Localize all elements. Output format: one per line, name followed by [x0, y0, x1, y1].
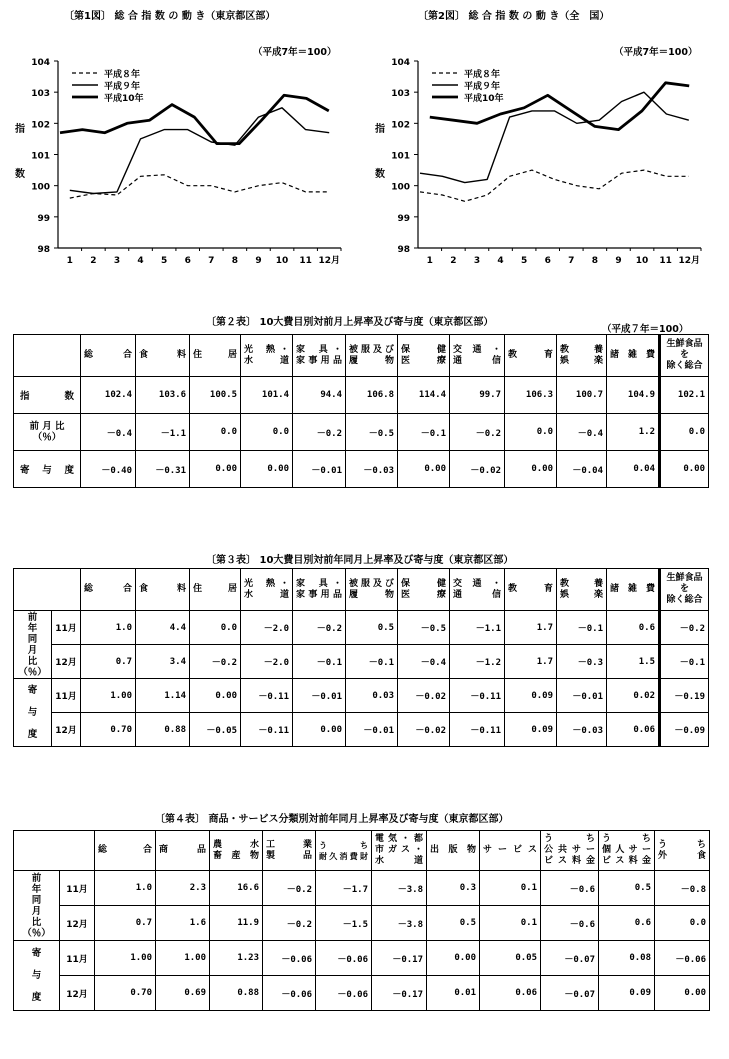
table-cell: －0.6	[541, 871, 599, 906]
x-tick-label: 4	[497, 256, 504, 266]
row-month: 11月	[60, 871, 95, 906]
table-cell: 0.00	[505, 451, 557, 488]
table-cell: －0.17	[372, 976, 427, 1011]
table-cell: －0.1	[557, 611, 607, 645]
x-tick-label: 2	[90, 256, 97, 266]
table-cell: 0.00	[293, 713, 346, 747]
table-cell: 0.1	[480, 871, 541, 906]
table-cell: 0.00	[398, 451, 450, 488]
column-header: 被服及び 履 物	[346, 335, 398, 377]
legend-entry-2: 平成９年	[464, 82, 501, 92]
y-tick-label: 101	[391, 151, 410, 162]
table-cell: 0.00	[190, 679, 241, 713]
table-cell: 0.7	[95, 906, 156, 941]
table-cell: 0.0	[190, 611, 241, 645]
table-corner	[14, 335, 81, 377]
table-cell: －2.0	[241, 645, 293, 679]
x-tick-label: 8	[231, 256, 239, 266]
table-cell: 16.6	[210, 871, 263, 906]
t2-title: 〔第２表〕 10大費目別対前月上昇率及び寄与度（東京都区部）	[206, 317, 494, 328]
x-tick-label: 8	[591, 256, 599, 266]
table-cell: 1.00	[81, 679, 136, 713]
table-cell: 0.09	[599, 976, 655, 1011]
table-cell: 4.4	[136, 611, 190, 645]
table-cell: －0.31	[136, 451, 190, 488]
table-cell: －0.1	[398, 414, 450, 451]
y-tick-label: 98	[397, 245, 410, 255]
x-tick-label: 7	[208, 256, 215, 266]
table-cell: －0.1	[293, 645, 346, 679]
table-cell: －0.8	[655, 871, 710, 906]
table-cell: －0.11	[241, 679, 293, 713]
column-header: 保 健 医 療	[398, 335, 450, 377]
table-cell: 0.00	[190, 451, 241, 488]
column-header: うち 公共サー ビス料金	[541, 831, 599, 871]
table-cell: 0.08	[599, 941, 655, 976]
table-cell: 0.70	[95, 976, 156, 1011]
column-header: うち 個人サー ビス料金	[599, 831, 655, 871]
table-cell: 1.00	[95, 941, 156, 976]
legend-entry-3: 平成10年	[104, 94, 144, 104]
x-tick-label: 6	[184, 256, 191, 266]
table-cell: 0.00	[655, 976, 710, 1011]
table-cell: 0.06	[607, 713, 660, 747]
x-tick-label: 3	[113, 256, 121, 266]
table-cell: 101.4	[241, 377, 293, 414]
column-header: 電気・都 市ガス・ 水 道	[372, 831, 427, 871]
legend-entry-2: 平成９年	[104, 82, 141, 92]
table-cell: 0.5	[427, 906, 480, 941]
row-month: 11月	[60, 941, 95, 976]
table-cell: －0.11	[241, 713, 293, 747]
table-cell: －0.2	[660, 611, 709, 645]
row-month: 11月	[52, 611, 81, 645]
table-cell: 100.5	[190, 377, 241, 414]
row-group-label: 前 年 同 月 比 （％）	[14, 871, 60, 941]
y-tick-label: 102	[31, 120, 50, 131]
x-tick-label: 7	[568, 256, 575, 266]
column-header: 教 養 娯 楽	[557, 335, 607, 377]
x-tick-label: 10	[635, 256, 649, 266]
table-cell: 0.00	[660, 451, 709, 488]
column-header: 教 養 娯 楽	[557, 569, 607, 611]
row-month: 12月	[60, 906, 95, 941]
x-tick-label: 5	[160, 256, 168, 266]
x-tick-label: 6	[544, 256, 551, 266]
x-tick-label: 11	[659, 256, 672, 266]
table-cell: －0.2	[263, 871, 316, 906]
x-tick-label: 2	[450, 256, 457, 266]
column-header: 交通・ 通 信	[450, 569, 505, 611]
table-cell: －0.11	[450, 679, 505, 713]
table-cell: －0.2	[450, 414, 505, 451]
column-header: 総 合	[95, 831, 156, 871]
column-header: 食 料	[136, 335, 190, 377]
table-cell: 0.5	[346, 611, 398, 645]
y-tick-label: 101	[31, 151, 50, 162]
t2-unit: （平成７年＝100）	[602, 324, 689, 335]
table-cell: －0.3	[557, 645, 607, 679]
table-cell: －1.1	[136, 414, 190, 451]
legend-entry-1: 平成８年	[104, 70, 141, 80]
y-axis-label: 数	[375, 168, 385, 180]
table-cell: 1.5	[607, 645, 660, 679]
table-cell: 0.02	[607, 679, 660, 713]
x-tick-label: 3	[473, 256, 481, 266]
table-cell: －0.19	[660, 679, 709, 713]
table-cell: 106.3	[505, 377, 557, 414]
column-header: 光 熱・ 水 道	[241, 335, 293, 377]
table-cell: －0.02	[450, 451, 505, 488]
table-cell: －0.01	[293, 679, 346, 713]
table-cell: －0.5	[398, 611, 450, 645]
table-2	[13, 334, 709, 488]
x-tick-label: 12月	[318, 256, 340, 266]
row-month: 12月	[60, 976, 95, 1011]
chart1-figure	[0, 50, 355, 270]
series-line-3	[60, 95, 329, 143]
table-cell: －3.8	[372, 906, 427, 941]
column-header: 工 業 製 品	[263, 831, 316, 871]
table-cell: －0.09	[660, 713, 709, 747]
table-corner	[14, 831, 95, 871]
table-cell: 3.4	[136, 645, 190, 679]
table-cell: 0.1	[480, 906, 541, 941]
table-cell: －0.06	[316, 941, 372, 976]
table-cell: －1.1	[450, 611, 505, 645]
column-header: 商 品	[156, 831, 210, 871]
x-tick-label: 1	[66, 256, 73, 266]
table-cell: 94.4	[293, 377, 346, 414]
table-cell: 0.5	[599, 871, 655, 906]
table-cell: 0.05	[480, 941, 541, 976]
table-cell: －0.05	[190, 713, 241, 747]
row-month: 12月	[52, 645, 81, 679]
series-line-2	[420, 92, 689, 182]
y-axis-label: 数	[15, 168, 25, 180]
row-group-label: 前 年 同 月 比 （％）	[14, 611, 52, 679]
table-cell: 0.09	[505, 713, 557, 747]
chart2-unit: （平成7年＝100）	[614, 47, 698, 58]
series-line-1	[420, 170, 689, 201]
chart1-unit: （平成7年＝100）	[253, 47, 337, 58]
x-tick-label: 5	[520, 256, 528, 266]
y-axis-label: 指	[375, 124, 385, 136]
column-header: 諸雑費	[607, 335, 660, 377]
table-cell: －0.07	[541, 976, 599, 1011]
y-tick-label: 98	[37, 245, 50, 255]
y-tick-label: 104	[391, 58, 410, 68]
table-cell: －0.2	[293, 414, 346, 451]
table-cell: 0.0	[655, 906, 710, 941]
table-cell: 1.6	[156, 906, 210, 941]
table-cell: －0.01	[293, 451, 346, 488]
legend-entry-3: 平成10年	[464, 94, 504, 104]
table-cell: －0.11	[450, 713, 505, 747]
table-cell: －0.02	[398, 679, 450, 713]
y-tick-label: 102	[391, 120, 410, 131]
table-cell: －0.17	[372, 941, 427, 976]
table-cell: 103.6	[136, 377, 190, 414]
column-header: 生鮮食品 を 除く総合	[660, 569, 709, 611]
column-header: 家 具・ 家事用品	[293, 335, 346, 377]
column-header: 総 合	[81, 335, 136, 377]
column-header: 農 水 畜 産 物	[210, 831, 263, 871]
table-cell: －1.7	[316, 871, 372, 906]
table-cell: 1.00	[156, 941, 210, 976]
table-cell: －0.40	[81, 451, 136, 488]
table-cell: －0.06	[655, 941, 710, 976]
table-cell: 0.88	[210, 976, 263, 1011]
x-tick-label: 12月	[678, 256, 700, 266]
table-cell: 0.6	[599, 906, 655, 941]
column-header: うち 外 食	[655, 831, 710, 871]
column-header: うち 耐久消費財	[316, 831, 372, 871]
row-group-label: 寄 与 度	[14, 941, 60, 1011]
x-tick-label: 1	[426, 256, 433, 266]
table-cell: 114.4	[398, 377, 450, 414]
column-header: 被服及び 履 物	[346, 569, 398, 611]
x-tick-label: 4	[137, 256, 144, 266]
row-month: 12月	[52, 713, 81, 747]
table-cell: 102.1	[660, 377, 709, 414]
table-cell: －0.01	[557, 679, 607, 713]
column-header: 家 具・ 家事用品	[293, 569, 346, 611]
column-header: 生鮮食品 を 除く総合	[660, 335, 709, 377]
table-4	[13, 830, 710, 1011]
table-corner	[14, 569, 81, 611]
row-group-label: 寄 与 度	[14, 679, 52, 747]
table-cell: 1.7	[505, 611, 557, 645]
table-cell: 0.03	[346, 679, 398, 713]
table-cell: 0.3	[427, 871, 480, 906]
table-cell: －0.2	[190, 645, 241, 679]
column-header: 交通・ 通 信	[450, 335, 505, 377]
column-header: 教 育	[505, 569, 557, 611]
chart1-title: 〔第1図〕 総 合 指 数 の 動 き（東京都区部）	[64, 11, 276, 22]
y-tick-label: 100	[391, 182, 410, 193]
row-header: 指 数	[14, 377, 81, 414]
table-cell: 0.09	[505, 679, 557, 713]
chart2-title: 〔第2図〕 総 合 指 数 の 動 き（全 国）	[418, 11, 610, 22]
table-cell: 0.0	[660, 414, 709, 451]
table-cell: 1.0	[95, 871, 156, 906]
table-cell: 99.7	[450, 377, 505, 414]
table-cell: －0.2	[293, 611, 346, 645]
table-cell: －0.1	[660, 645, 709, 679]
series-line-1	[70, 175, 329, 198]
column-header: 出 版 物	[427, 831, 480, 871]
table-cell: －0.06	[263, 941, 316, 976]
column-header: 諸雑費	[607, 569, 660, 611]
table-cell: －0.2	[263, 906, 316, 941]
chart2-figure	[360, 50, 715, 270]
column-header: 総 合	[81, 569, 136, 611]
column-header: 教 育	[505, 335, 557, 377]
x-tick-label: 9	[255, 256, 262, 266]
table-cell: －0.4	[81, 414, 136, 451]
column-header: 光 熱・ 水 道	[241, 569, 293, 611]
table-cell: －0.6	[541, 906, 599, 941]
series-line-2	[70, 108, 329, 194]
x-tick-label: 9	[615, 256, 622, 266]
table-cell: －0.03	[346, 451, 398, 488]
table-cell: －0.4	[557, 414, 607, 451]
y-tick-label: 103	[31, 89, 50, 100]
table-cell: －0.06	[263, 976, 316, 1011]
table-cell: 1.2	[607, 414, 660, 451]
table-cell: 0.6	[607, 611, 660, 645]
table-cell: －3.8	[372, 871, 427, 906]
row-header: 寄 与 度	[14, 451, 81, 488]
table-cell: －0.06	[316, 976, 372, 1011]
table-cell: 100.7	[557, 377, 607, 414]
y-tick-label: 99	[397, 213, 410, 224]
table-cell: －0.4	[398, 645, 450, 679]
column-header: 保 健 医 療	[398, 569, 450, 611]
table-cell: 0.01	[427, 976, 480, 1011]
table-cell: 0.06	[480, 976, 541, 1011]
table-cell: 0.04	[607, 451, 660, 488]
y-axis-label: 指	[15, 124, 25, 136]
column-header: 住 居	[190, 569, 241, 611]
x-tick-label: 10	[275, 256, 289, 266]
table-cell: 1.14	[136, 679, 190, 713]
column-header: 食 料	[136, 569, 190, 611]
table-cell: 0.0	[505, 414, 557, 451]
table-cell: 0.00	[241, 451, 293, 488]
table-cell: 106.8	[346, 377, 398, 414]
table-cell: 104.9	[607, 377, 660, 414]
table-cell: 0.0	[190, 414, 241, 451]
row-month: 11月	[52, 679, 81, 713]
table-cell: 1.7	[505, 645, 557, 679]
legend-entry-1: 平成８年	[464, 70, 501, 80]
y-tick-label: 104	[31, 58, 50, 68]
y-tick-label: 103	[391, 89, 410, 100]
column-header: 住 居	[190, 335, 241, 377]
t4-title: 〔第４表〕 商品・サービス分類別対前年同月上昇率及び寄与度（東京都区部）	[155, 814, 509, 825]
table-cell: 1.23	[210, 941, 263, 976]
column-header: サービス	[480, 831, 541, 871]
table-cell: －0.07	[541, 941, 599, 976]
table-cell: －1.2	[450, 645, 505, 679]
table-cell: 0.70	[81, 713, 136, 747]
row-header: 前 月 比 （％）	[14, 414, 81, 451]
t3-title: 〔第３表〕 10大費目別対前年同月上昇率及び寄与度（東京都区部）	[206, 555, 514, 566]
table-cell: －0.5	[346, 414, 398, 451]
table-cell: 1.0	[81, 611, 136, 645]
table-cell: 102.4	[81, 377, 136, 414]
table-cell: 2.3	[156, 871, 210, 906]
table-cell: 11.9	[210, 906, 263, 941]
table-cell: 0.0	[241, 414, 293, 451]
table-cell: 0.00	[427, 941, 480, 976]
table-3	[13, 568, 709, 747]
table-cell: －0.01	[346, 713, 398, 747]
table-cell: －0.03	[557, 713, 607, 747]
table-cell: －0.02	[398, 713, 450, 747]
table-cell: －0.1	[346, 645, 398, 679]
y-tick-label: 99	[37, 213, 50, 224]
table-cell: －1.5	[316, 906, 372, 941]
table-cell: －2.0	[241, 611, 293, 645]
x-tick-label: 11	[299, 256, 312, 266]
table-cell: 0.69	[156, 976, 210, 1011]
table-cell: 0.88	[136, 713, 190, 747]
y-tick-label: 100	[31, 182, 50, 193]
table-cell: －0.04	[557, 451, 607, 488]
table-cell: 0.7	[81, 645, 136, 679]
